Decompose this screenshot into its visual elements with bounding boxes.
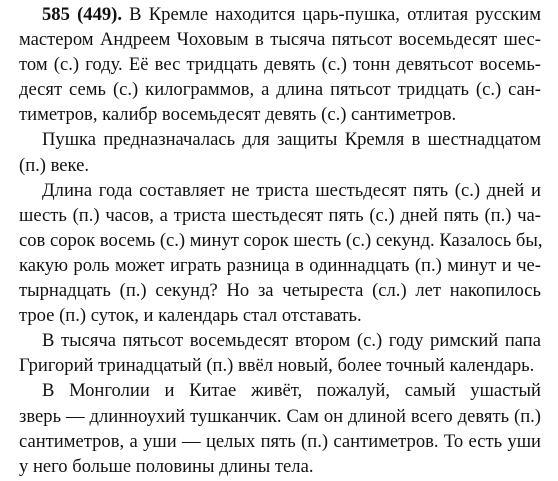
text-line: зверь — длинноухий тушканчик. Сам он длиной всего девять (п.) bbox=[19, 405, 541, 427]
paragraph-2 bbox=[19, 127, 541, 177]
paragraph-3 bbox=[19, 178, 541, 329]
text-line: у него больше половины длины тела. bbox=[19, 455, 314, 477]
text-line: мастером Андреем Чоховым в тысяча пятьсот восемьдесят шес- bbox=[19, 29, 541, 51]
text-line-content: В Кремле находится царь-пушка, отлитая русским bbox=[122, 4, 541, 25]
exercise-number: 585 (449). bbox=[42, 4, 122, 25]
text-line: трое (п.) суток, и календарь стал отставать. bbox=[19, 305, 362, 327]
text-line: В Монголии и Китае живёт, пожалуй, самый ушастый bbox=[42, 380, 541, 402]
text-line: десят семь (с.) килограммов, а длина пятьсот тридцать (с.) сан- bbox=[19, 79, 541, 101]
paragraph-4 bbox=[19, 328, 541, 378]
text-line: тиметров, калибр восемьдесят девять (с.) сантиметров. bbox=[19, 104, 457, 126]
exercise-text bbox=[19, 2, 541, 479]
text-line: Пушка предназначалась для защиты Кремля в шестнадцатом bbox=[42, 129, 541, 151]
text-line bbox=[19, 2, 541, 27]
text-line: Григорий тринадцатый (п.) ввёл новый, более точный календарь. bbox=[19, 355, 535, 377]
text-line: Длина года составляет не триста шестьдесят пять (с.) дней и bbox=[42, 179, 541, 201]
text-line: (п.) веке. bbox=[19, 154, 90, 176]
text-line: сов сорок восемь (с.) минут сорок шесть (с.) секунд. Казалось бы, bbox=[19, 229, 543, 251]
text-line: сантиметров, а уши — целых пять (п.) сантиметров. То есть уши bbox=[19, 430, 541, 452]
text-line: шесть (п.) часов, а триста шестьдесят пять (с.) дней пять (п.) ча- bbox=[19, 204, 541, 226]
text-line: какую роль может играть разница в одиннадцать (п.) минут и че- bbox=[19, 254, 541, 276]
paragraph-5 bbox=[19, 378, 541, 478]
paragraph-1 bbox=[19, 2, 541, 127]
text-line: В тысяча пятьсот восемьдесят втором (с.) году римский папа bbox=[42, 330, 541, 352]
text-line: том (с.) году. Её вес тридцать девять (с.) тонн девятьсот восемь- bbox=[19, 54, 541, 76]
text-line: тырнадцать (п.) секунд? Но за четыреста (сл.) лет накопилось bbox=[19, 280, 541, 302]
